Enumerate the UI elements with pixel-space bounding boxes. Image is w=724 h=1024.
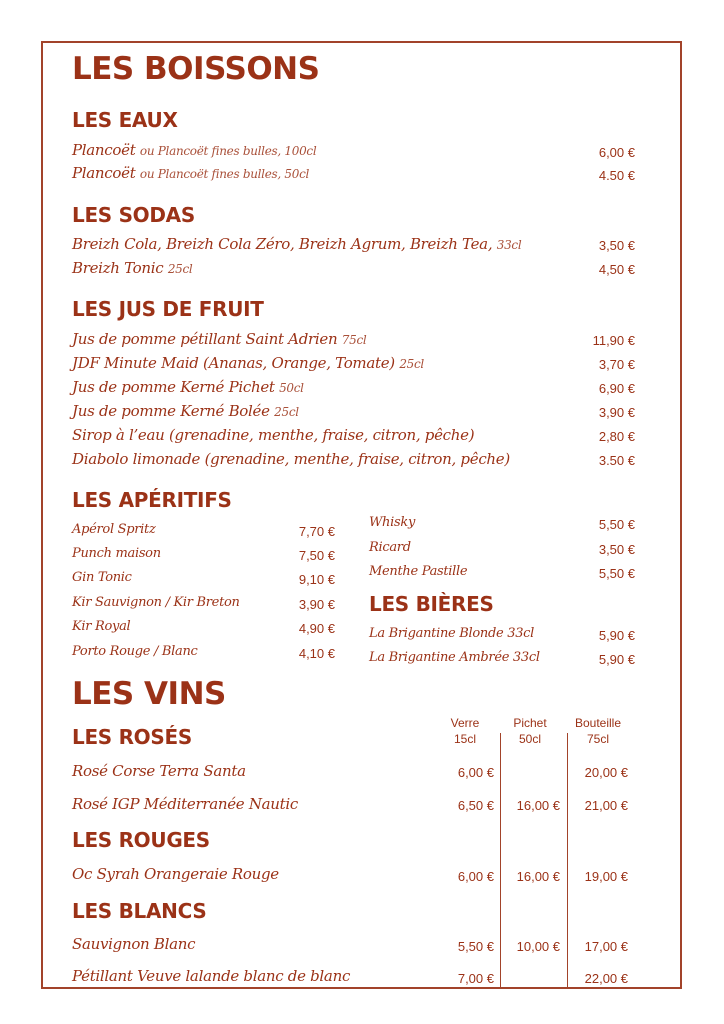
list-item xyxy=(72,428,474,443)
item-price: 5,90 € xyxy=(598,628,635,643)
list-item: Ricard xyxy=(369,540,411,555)
list-item xyxy=(72,380,304,395)
list-item xyxy=(72,166,309,181)
item-price: 6,00 € xyxy=(598,145,635,160)
item-price: 6,90 € xyxy=(598,381,635,396)
list-item xyxy=(72,404,299,419)
item-detail: 33cl xyxy=(496,238,522,252)
section-title-vins: LES VINS xyxy=(72,676,226,712)
item-name: Sirop à l’eau (grenadine, menthe, fraise, citron, pêche) xyxy=(72,426,475,444)
list-item: Whisky xyxy=(369,515,415,530)
list-item: La Brigantine Blonde 33cl xyxy=(369,626,535,641)
cell-verre: 6,00 € xyxy=(457,765,494,780)
item-price: 3,50 € xyxy=(598,238,635,253)
list-item: Punch maison xyxy=(72,546,161,561)
cell-bouteille: 22,00 € xyxy=(584,971,628,986)
item-price: 4,10 € xyxy=(298,646,335,661)
column-label: Bouteille xyxy=(574,716,622,730)
item-price: 5,50 € xyxy=(598,517,635,532)
section-title-bieres: LES BIÈRES xyxy=(369,592,494,616)
item-price: 4.50 € xyxy=(598,168,635,183)
list-item: Porto Rouge / Blanc xyxy=(72,644,198,659)
list-item: Kir Royal xyxy=(72,619,131,634)
item-name: Breizh Cola, Breizh Cola Zéro, Breizh Agrum, Breizh Tea, xyxy=(72,235,493,253)
item-name: Jus de pomme Kerné Pichet xyxy=(72,378,275,396)
column-header-pichet xyxy=(495,716,565,747)
page-title: LES BOISSONS xyxy=(72,51,320,87)
item-name: Plancoët xyxy=(72,164,136,182)
section-title-sodas: LES SODAS xyxy=(72,203,195,227)
cell-pichet: 16,00 € xyxy=(516,869,560,884)
list-item xyxy=(72,261,192,276)
column-size: 75cl xyxy=(586,731,609,746)
table-row-label: Pétillant Veuve lalande blanc de blanc xyxy=(72,967,351,985)
item-price: 3,90 € xyxy=(298,597,335,612)
item-price: 2,80 € xyxy=(598,429,635,444)
item-price: 7,70 € xyxy=(298,524,335,539)
item-price: 4,90 € xyxy=(298,621,335,636)
item-name: Diabolo limonade (grenadine, menthe, fraise, citron, pêche) xyxy=(72,450,510,468)
list-item xyxy=(72,332,366,347)
item-price: 3,50 € xyxy=(598,542,635,557)
item-name: JDF Minute Maid (Ananas, Orange, Tomate) xyxy=(72,354,395,372)
item-price: 3,70 € xyxy=(598,357,635,372)
table-row-label: Sauvignon Blanc xyxy=(72,935,196,953)
item-price: 3,90 € xyxy=(598,405,635,420)
item-detail: 25cl xyxy=(167,262,193,276)
list-item xyxy=(72,452,510,467)
item-detail: 25cl xyxy=(274,405,299,419)
column-label: Pichet xyxy=(513,716,547,730)
item-detail: ou Plancoët fines bulles, 100cl xyxy=(139,144,317,158)
cell-bouteille: 20,00 € xyxy=(584,765,628,780)
list-item: La Brigantine Ambrée 33cl xyxy=(369,650,540,665)
cell-pichet: 10,00 € xyxy=(516,939,560,954)
list-item xyxy=(72,143,316,158)
item-detail: ou Plancoët fines bulles, 50cl xyxy=(139,167,310,181)
item-name: Breizh Tonic xyxy=(72,259,164,277)
item-price: 3.50 € xyxy=(598,453,635,468)
item-price: 4,50 € xyxy=(598,262,635,277)
item-name: Jus de pomme pétillant Saint Adrien xyxy=(72,330,338,348)
list-item xyxy=(72,356,424,371)
section-title-blancs: LES BLANCS xyxy=(72,899,207,923)
list-item: Menthe Pastille xyxy=(369,564,468,579)
list-item: Gin Tonic xyxy=(72,570,132,585)
column-size: 15cl xyxy=(453,731,476,746)
list-item xyxy=(72,237,521,252)
cell-verre: 5,50 € xyxy=(457,939,494,954)
section-title-rouges: LES ROUGES xyxy=(72,828,210,852)
cell-verre: 6,50 € xyxy=(457,798,494,813)
column-size: 50cl xyxy=(518,731,541,746)
item-price: 7,50 € xyxy=(298,548,335,563)
cell-verre: 6,00 € xyxy=(457,869,494,884)
cell-pichet: 16,00 € xyxy=(516,798,560,813)
item-price: 11,90 € xyxy=(592,333,635,348)
cell-bouteille: 17,00 € xyxy=(584,939,628,954)
item-price: 5,50 € xyxy=(598,566,635,581)
section-title-aperitifs: LES APÉRITIFS xyxy=(72,488,232,512)
list-item: Apérol Spritz xyxy=(72,522,156,537)
cell-bouteille: 21,00 € xyxy=(584,798,628,813)
item-price: 5,90 € xyxy=(598,652,635,667)
table-row-label: Oc Syrah Orangeraie Rouge xyxy=(72,865,279,883)
item-detail: 75cl xyxy=(341,333,367,347)
column-label: Verre xyxy=(450,716,480,730)
item-name: Plancoët xyxy=(72,141,136,159)
table-row-label: Rosé Corse Terra Santa xyxy=(72,762,246,780)
item-detail: 50cl xyxy=(279,381,304,395)
cell-bouteille: 19,00 € xyxy=(584,869,628,884)
section-title-jus: LES JUS DE FRUIT xyxy=(72,297,264,321)
section-title-eaux: LES EAUX xyxy=(72,108,178,132)
section-title-roses: LES ROSÉS xyxy=(72,725,192,749)
item-detail: 25cl xyxy=(399,357,424,371)
list-item: Kir Sauvignon / Kir Breton xyxy=(72,595,240,610)
item-name: Jus de pomme Kerné Bolée xyxy=(72,402,270,420)
item-price: 9,10 € xyxy=(298,572,335,587)
column-header-verre xyxy=(430,716,500,747)
column-header-bouteille xyxy=(563,716,633,747)
table-row-label: Rosé IGP Méditerranée Nautic xyxy=(72,795,298,813)
cell-verre: 7,00 € xyxy=(457,971,494,986)
